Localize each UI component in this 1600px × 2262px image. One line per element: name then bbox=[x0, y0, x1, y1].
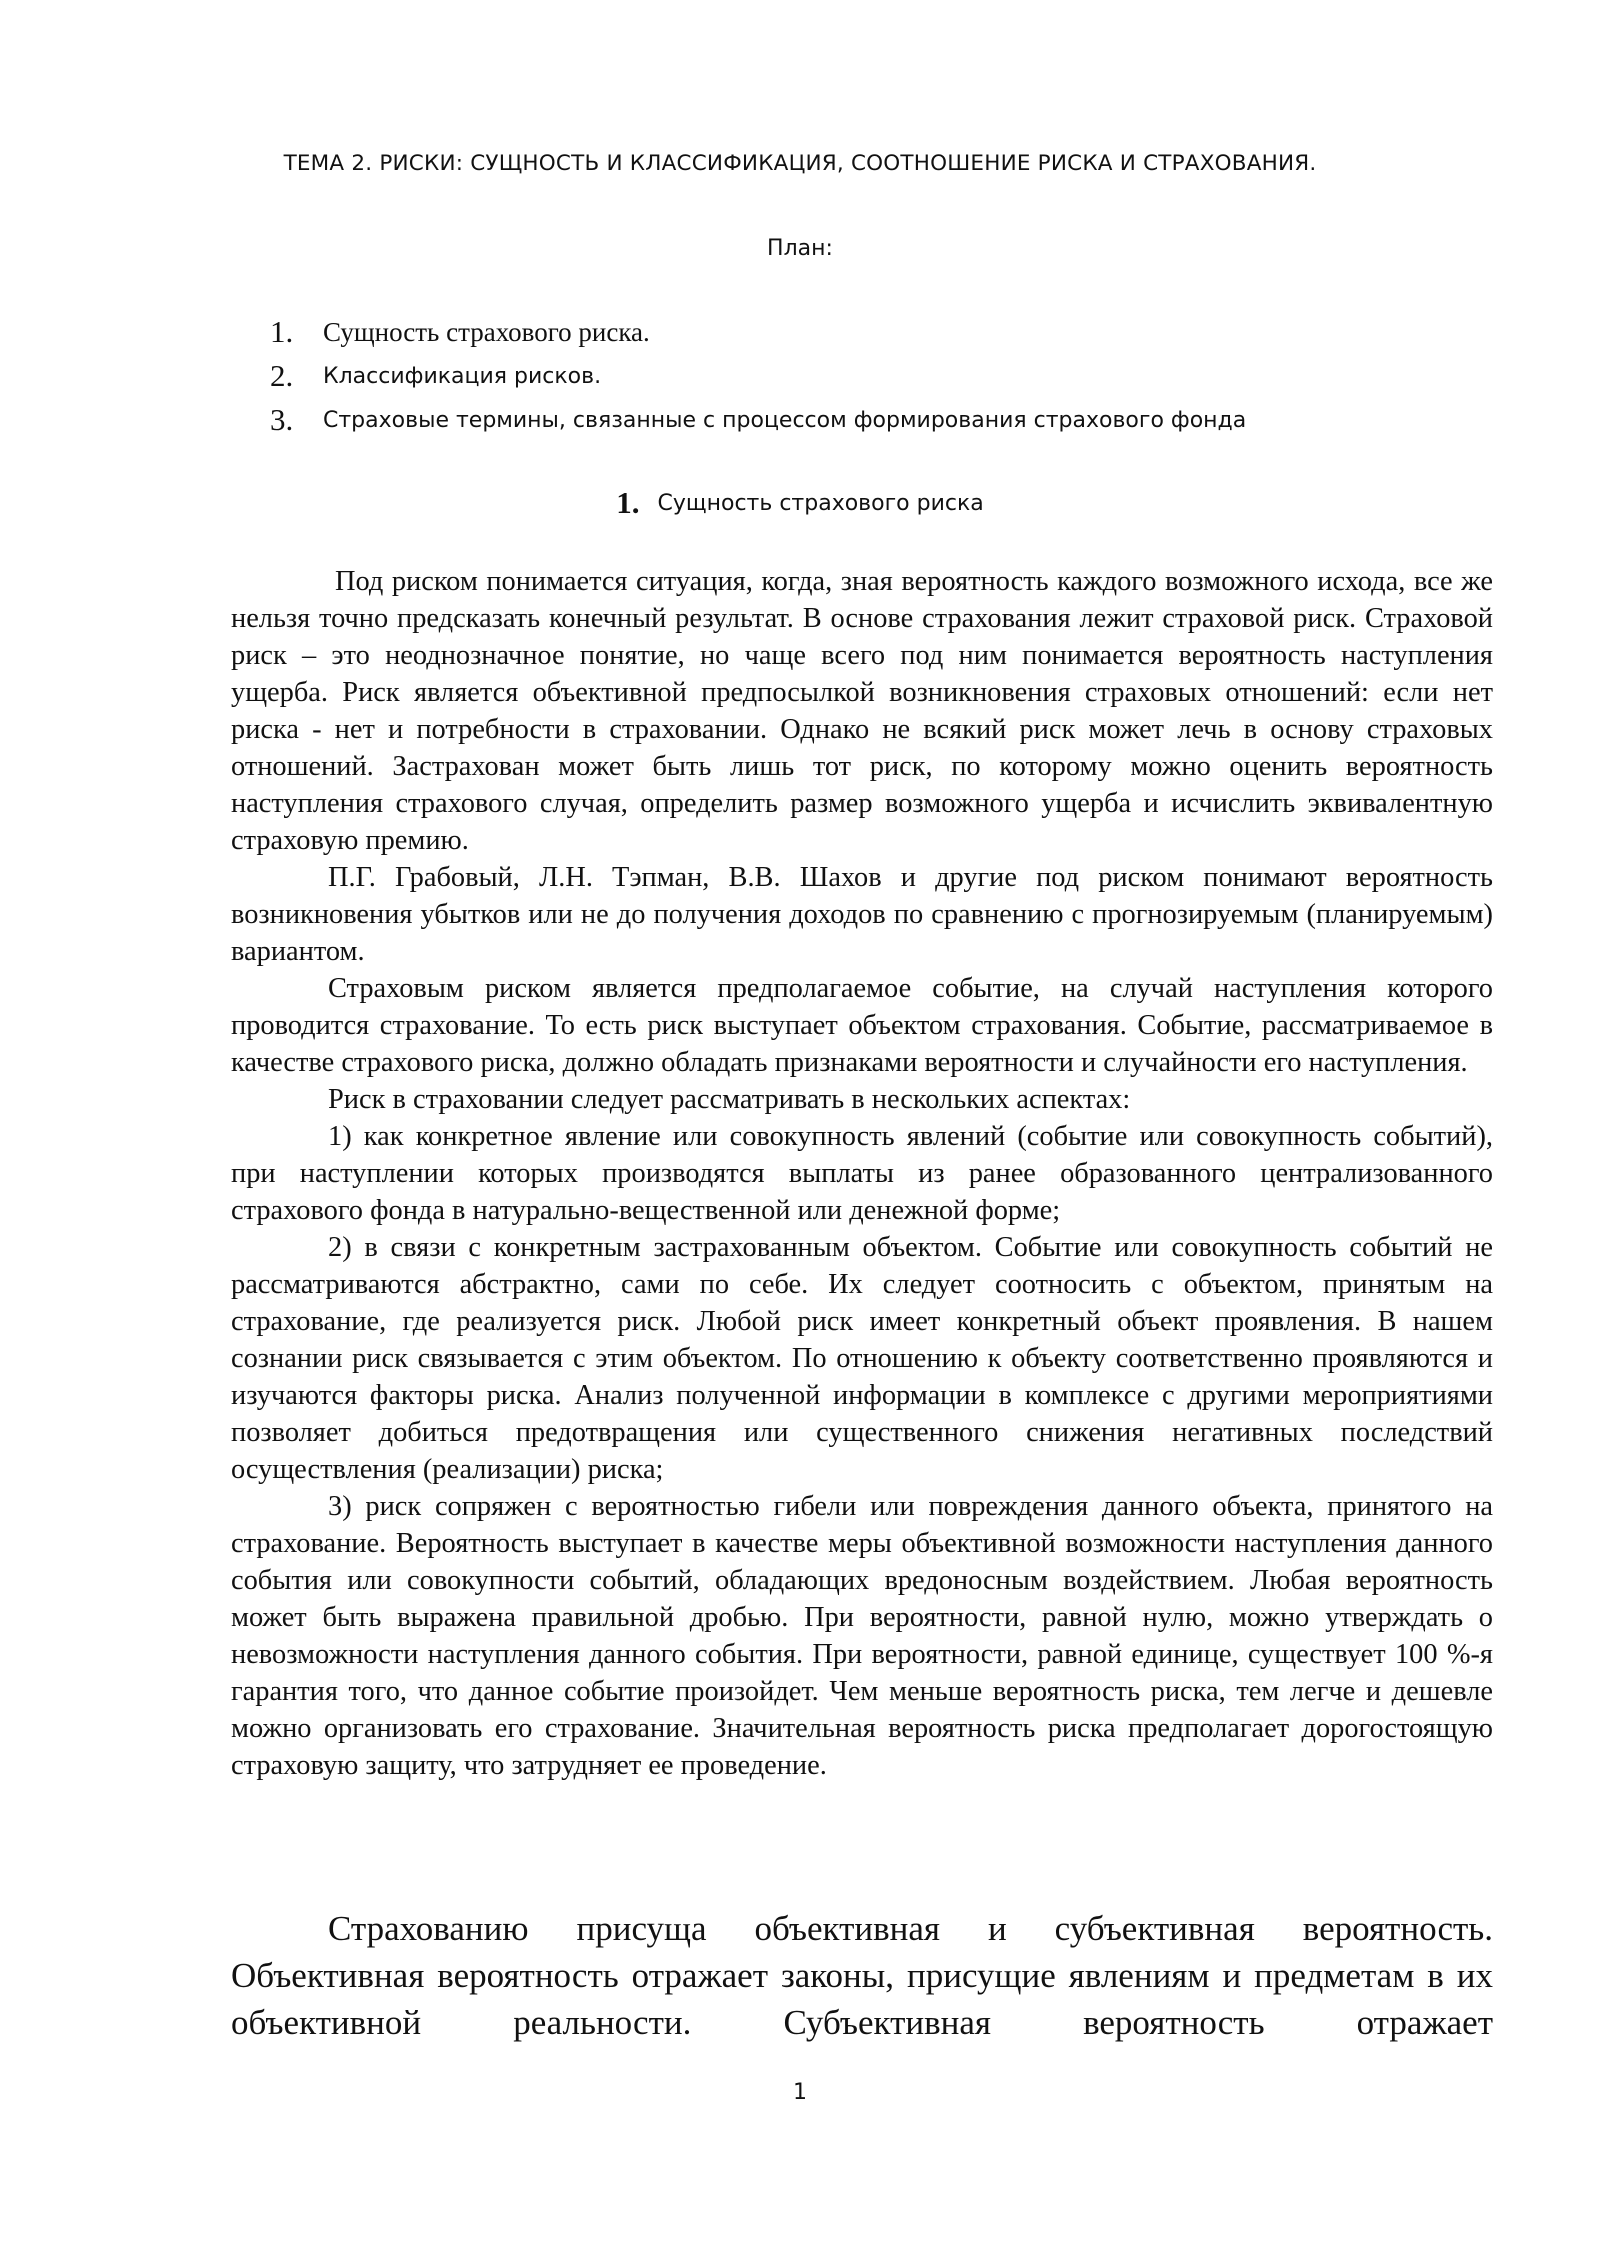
plan-item-text: Классификация рисков. bbox=[323, 363, 602, 389]
paragraph: 2) в связи с конкретным застрахованным объектом. Событие или совокупность событий не рассматриваются абстрактно, сами по себе. Их следует соотносить с объектом, принятым на страхование, где реализуется риск. Любой риск имеет конкретный объект проявления. В нашем сознании риск связывается с этим объектом. По отношению к объекту соответственно проявляются и изучаются факторы риска. Анализ полученной информации в комплексе с другими мероприятиями позволяет добиться предотвращения или существенного снижения негативных последствий осуществления (реализации) риска; bbox=[231, 1232, 1493, 1485]
plan-item-number: 1. bbox=[270, 314, 294, 349]
paragraph: 3) риск сопряжен с вероятностью гибели или повреждения данного объекта, принятого на страхование. Вероятность выступает в качестве меры объективной возможности наступления данного события или совокупности событий, обладающих вредоносным воздействием. Любая вероятность может быть выражена правильной дробью. При вероятности, равной нулю, можно утверждать о невозможности наступления данного события. При вероятности, равной единице, существует 100 %-я гарантия того, что данное событие произойдет. Чем меньше вероятность риска, тем легче и дешевле можно организовать его страхование. Значительная вероятность риска предполагает дорогостоящую страховую защиту, что затрудняет ее проведение. bbox=[231, 1491, 1493, 1781]
plan-item-number: 3. bbox=[270, 402, 294, 437]
section-number: 1. bbox=[616, 485, 640, 520]
paragraph: П.Г. Грабовый, Л.Н. Тэпман, В.В. Шахов и другие под риском понимают вероятность возникновения убытков или не до получения доходов по сравнению с прогнозируемым (планируемым) вариантом. bbox=[231, 862, 1493, 967]
plan-label: План: bbox=[767, 236, 833, 261]
plan-list bbox=[270, 310, 1420, 442]
page-number: 1 bbox=[793, 2080, 807, 2105]
body-text bbox=[231, 563, 1493, 1784]
plan-item-2 bbox=[270, 354, 1420, 398]
plan-item-text: Страховые термины, связанные с процессом формирования страхового фонда bbox=[323, 407, 1247, 433]
plan-item-3 bbox=[270, 398, 1420, 442]
paragraph: 1) как конкретное явление или совокупность явлений (событие или совокупность событий), при наступлении которых производятся выплаты из ранее образованного централизованного страхового фонда в натурально-вещественной или денежной форме; bbox=[231, 1121, 1493, 1226]
large-paragraph-block bbox=[231, 1905, 1493, 2046]
plan-item-number: 2. bbox=[270, 358, 294, 393]
plan-item-text: Сущность страхового риска. bbox=[323, 316, 650, 347]
paragraph: Страховым риском является предполагаемое событие, на случай наступления которого проводится страхование. То есть риск выступает объектом страхования. Событие, рассматриваемое в качестве страхового риска, должно обладать признаками вероятности и случайности его наступления. bbox=[231, 973, 1493, 1078]
document-title: ТЕМА 2. РИСКИ: СУЩНОСТЬ И КЛАССИФИКАЦИЯ, СООТНОШЕНИЕ РИСКА И СТРАХОВАНИЯ. bbox=[283, 151, 1317, 176]
large-paragraph: Страхованию присуща объективная и субъективная вероятность. Объективная вероятность отражает законы, присущие явлениям и предметам в их объективной реальности. Субъективная вероятность отражает bbox=[231, 1909, 1493, 2042]
paragraph: Под риском понимается ситуация, когда, зная вероятность каждого возможного исхода, все же нельзя точно предсказать конечный результат. В основе страхования лежит страховой риск. Страховой риск – это неоднозначное понятие, но чаще всего под ним понимается вероятность наступления ущерба. Риск является объективной предпосылкой возникновения страховых отношений: если нет риска - нет и потребности в страховании. Однако не всякий риск может лечь в основу страховых отношений. Застрахован может быть лишь тот риск, по которому можно оценить вероятность наступления страхового случая, определить размер возможного ущерба и исчислить эквивалентную страховую премию. bbox=[231, 566, 1493, 856]
section-title: Сущность страхового риска bbox=[657, 490, 984, 516]
plan-item-1 bbox=[270, 310, 1420, 354]
section-heading bbox=[0, 485, 1600, 521]
paragraph: Риск в страховании следует рассматривать в нескольких аспектах: bbox=[328, 1084, 1131, 1115]
